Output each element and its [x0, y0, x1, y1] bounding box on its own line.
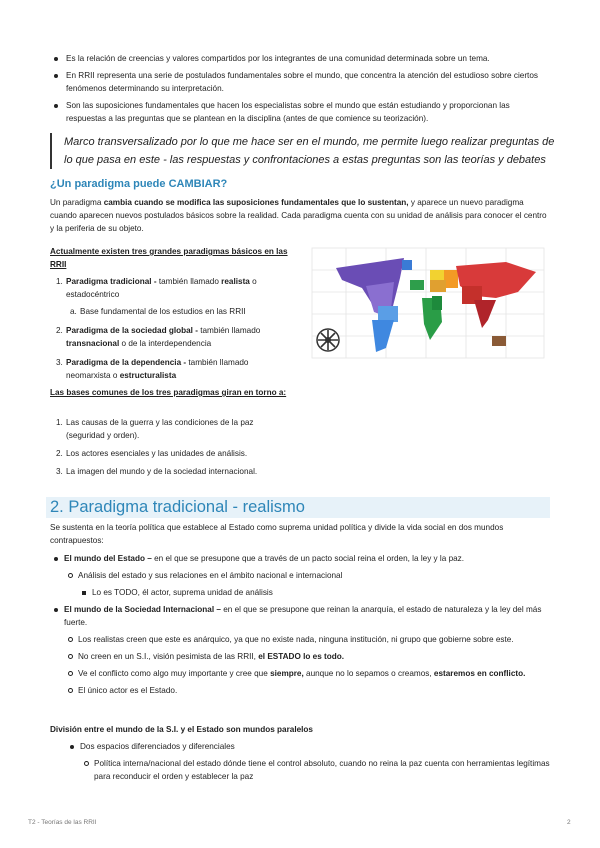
- list-item: 2. Los actores esenciales y las unidades de análisis.: [56, 449, 248, 458]
- list-item: No creen en un S.I., visión pesimista de las RRII, el ESTADO lo es todo.: [64, 650, 550, 663]
- paragraph-paradigm-change: Un paradigma cambia cuando se modifica las suposiciones fundamentales que lo sustentan, y aparece un nuevo paradigma cuando aparecen nuevos postulados básicos sobre la realidad. Cada paradigma cuenta con su unidad de análisis para conocer el centro y la periferia de su objeto.: [50, 198, 547, 233]
- list-item: 2. Paradigma de la sociedad global - también llamado transnacional o de la interdependencia: [56, 326, 261, 348]
- list-item: Dos espacios diferenciados y diferenciales Política interna/nacional del estado dónde tiene el control absoluto, cuando no reina la paz cuenta con herramientas legítimas para reconducir el orden y establecer la paz: [66, 740, 550, 783]
- list-item: Lo es TODO, él actor, suprema unidad de análisis: [78, 586, 550, 599]
- list-item: 3. Paradigma de la dependencia - también llamado neomarxista o estructuralista: [56, 358, 249, 380]
- paragraph-realism-intro: Se sustenta en la teoría política que establece al Estado como suprema unidad política y divide la vida social en dos mundos contrapuestos:: [50, 523, 504, 545]
- list-item: Son las suposiciones fundamentales que hacen los especialistas sobre el mundo que están estudiando y proporcionan las respuestas a las preguntas que se plantean en la disciplina (antes de que comience su teorización).: [52, 99, 552, 125]
- sub-list: [64, 569, 550, 599]
- sub-list: [80, 757, 550, 783]
- bases-list: [50, 416, 290, 483]
- question-heading: ¿Un paradigma puede CAMBIAR?: [50, 178, 228, 190]
- blockquote: Marco transversalizado por lo que me hace ser en el mundo, me permite luego realizar preguntas de lo que pasa en este - las respuestas y confrontaciones a estas preguntas son las teorías y debates: [50, 133, 564, 169]
- list-item-world-state: El mundo del Estado – en el que se presupone que a través de un pacto social reina el orden, la ley y la paz. Análisis del estado y sus relaciones en el ámbito nacional e internacional Lo es TODO, él actor, suprema unidad de análisis: [50, 552, 550, 599]
- page-number: 2: [567, 819, 571, 826]
- sub-list: [66, 305, 290, 318]
- list-item: Política interna/nacional del estado dónde tiene el control absoluto, cuando no reina la paz cuenta con herramientas legítimas para reconducir el orden y establecer la paz: [80, 757, 550, 783]
- worlds-list: [50, 552, 550, 701]
- list-item: 1. Las causas de la guerra y las condiciones de la paz (seguridad y orden).: [56, 418, 254, 440]
- list-item: 3. La imagen del mundo y de la sociedad internacional.: [56, 467, 258, 476]
- list-item: 1. Paradigma tradicional - también llamado realista o estadocéntrico a. Base fundamental de los estudios en las RRII: [50, 275, 290, 318]
- list-item: Es la relación de creencias y valores compartidos por los integrantes de una comunidad determinada sobre un tema.: [52, 52, 552, 65]
- list-item: Ve el conflicto como algo muy importante y cree que siempre, aunque no lo sepamos o creamos, estaremos en conflicto.: [64, 667, 550, 680]
- division-list: [66, 740, 550, 787]
- list-item-world-international-society: El mundo de la Sociedad Internacional – en el que se presupone que reinan la anarquía, el estado de naturaleza y la ley del más fuerte. Los realistas creen que este es anárquico, ya que no existe nada, ninguna institución, ni grupo que gobierne sobre este. No creen en un S.I., visión pesimista de las RRII, el ESTADO lo es todo. Ve el conflicto como algo muy importante y cree que siempre, aunque no lo sepamos o creamos, estaremos en conflicto. El único actor es el Estado.: [50, 603, 550, 697]
- lego-world-map-illustration: [306, 240, 551, 365]
- list-item: Los realistas creen que este es anárquico, ya que no existe nada, ninguna institución, ni grupo que gobierne sobre este.: [64, 633, 550, 646]
- division-title: División entre el mundo de la S.I. y el Estado son mundos paralelos: [50, 725, 313, 734]
- paradigm-list: [50, 275, 290, 388]
- sub-sub-list: [78, 586, 550, 599]
- sub-list: [64, 633, 550, 697]
- section-heading: 2. Paradigma tradicional - realismo: [50, 498, 305, 516]
- list-item: a. Base fundamental de los estudios en las RRII: [70, 307, 246, 316]
- footer-title: T2 - Teorías de las RRII: [28, 819, 97, 826]
- intro-bullet-list: [52, 52, 552, 129]
- list-item: Análisis del estado y sus relaciones en el ámbito nacional e internacional Lo es TODO, él actor, suprema unidad de análisis: [64, 569, 550, 599]
- subheading-paradigms: Actualmente existen tres grandes paradigmas básicos en las RRII: [50, 247, 288, 269]
- subheading-common-bases: Las bases comunes de los tres paradigmas giran en torno a:: [50, 388, 287, 397]
- list-item: El único actor es el Estado.: [64, 684, 550, 697]
- list-item: En RRII representa una serie de postulados fundamentales sobre el mundo, que concentra la atención del estudioso sobre ciertos fenómenos determinando su interpretación.: [52, 69, 552, 95]
